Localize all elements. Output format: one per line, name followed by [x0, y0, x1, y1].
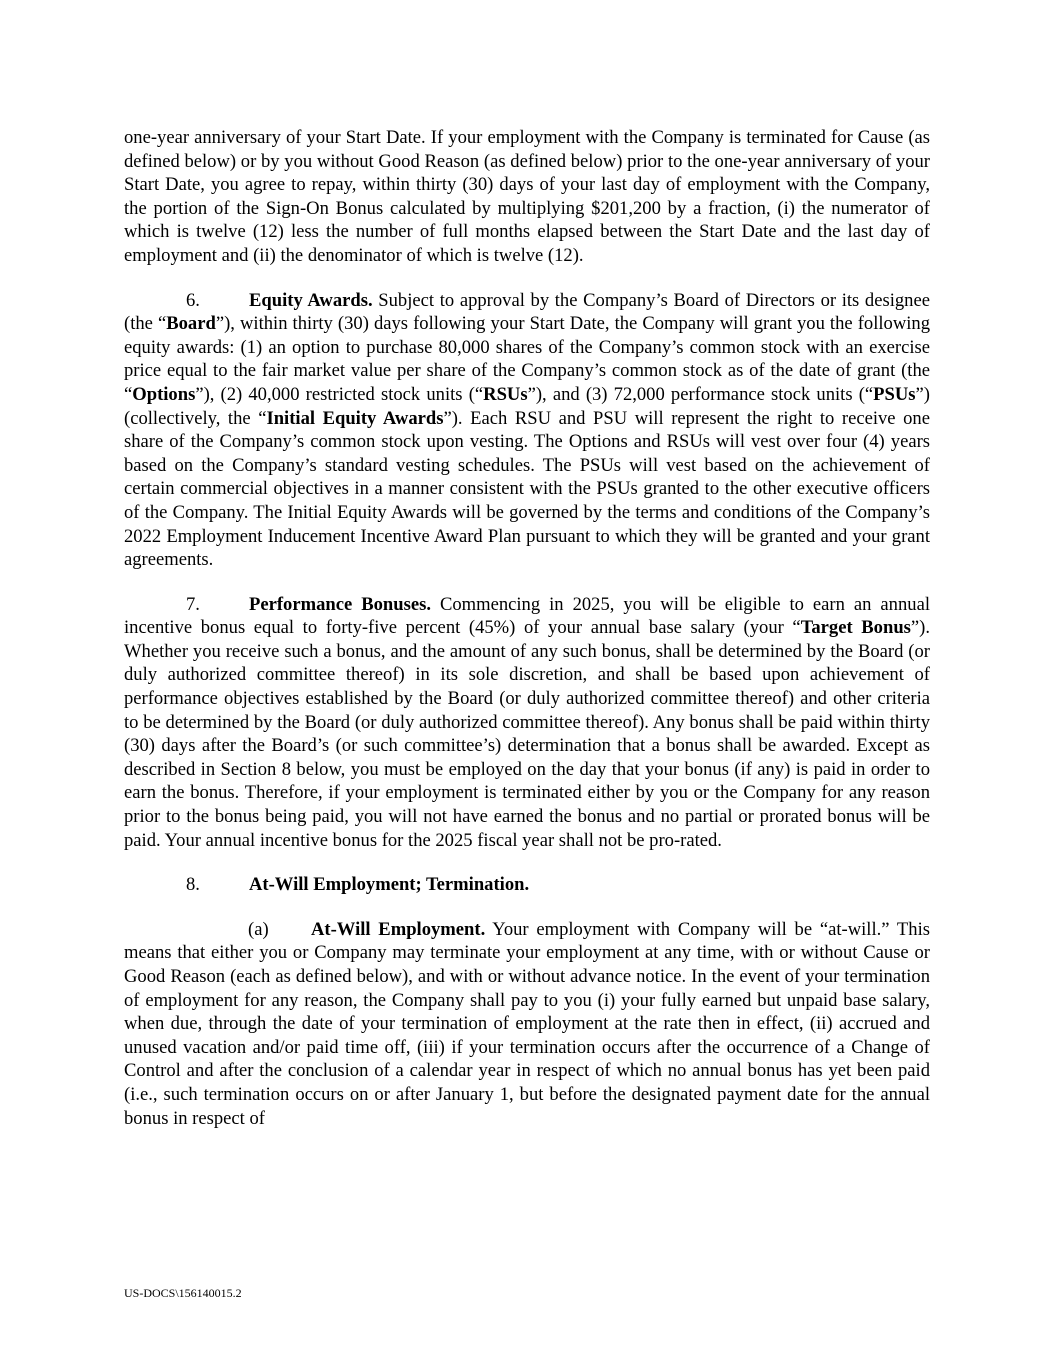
section-number: 6.: [186, 289, 200, 311]
section-7-performance-bonuses: 7. Performance Bonuses. Commencing in 2025, you will be eligible to earn an annual incentive bonus equal to forty-five percent (45%) of your annual base salary (your “Target Bonus”). Whether you receive such a bonus, and the amount of any such bonus, shall be determined by the Board (or duly authorized committee thereof) in its sole discretion, and shall be based upon achievement of performance objectives established by the Board (or duly authorized committee thereof) and other criteria to be determined by the Board (or duly authorized committee thereof). Any bonus shall be paid within thirty (30) days after the Board’s (or such committee’s) determination that a bonus shall be awarded. Except as described in Section 8 below, you must be employed on the day that your bonus (if any) is paid in order to earn the bonus. Therefore, if your employment is terminated either by you or the Company for any reason prior to the bonus being paid, you will not have earned the bonus and no partial or prorated bonus will be paid. Your annual incentive bonus for the 2025 fiscal year shall not be pro-rated.: [124, 593, 930, 851]
defined-term-options: Options: [132, 383, 196, 405]
paragraph-continuation: [124, 126, 930, 268]
section-8-heading: [124, 873, 930, 897]
continuation-text: one-year anniversary of your Start Date. If your employment with the Company is terminated for Cause (as defined below) or by you without Good Reason (as defined below) prior to the one-year anniversary of your Start Date, you agree to repay, within thirty (30) days of your last day of employment with the Company, the portion of the Sign-On Bonus calculated by multiplying $201,200 by a fraction, (i) the numerator of which is twelve (12) less the number of full months elapsed between the Start Date and the last day of employment and (ii) the denominator of which is twelve (12).: [124, 127, 930, 266]
section-6-equity-awards: 6. Equity Awards. Subject to approval by the Company’s Board of Directors or its designee (the “Board”), within thirty (30) days following your Start Date, the Company will grant you the following equity awards: (1) an option to purchase 80,000 shares of the Company’s common stock with an exercise price equal to the fair market value per share of the Company’s common stock as of the date of grant (the “Options”), (2) 40,000 restricted stock units (“RSUs”), and (3) 72,000 performance stock units (“PSUs”) (collectively, the “Initial Equity Awards”). Each RSU and PSU will represent the right to receive one share of the Company’s common stock upon vesting. The Options and RSUs will vest over four (4) years based on the Company’s standard vesting schedules. The PSUs will vest based on the achievement of certain commercial objectives in a manner consistent with the PSUs granted to the other executive officers of the Company. The Initial Equity Awards will be governed by the terms and conditions of the Company’s 2022 Employment Inducement Incentive Award Plan pursuant to which they will be granted and your grant agreements.: [124, 289, 931, 571]
subsection-heading: At-Will Employment.: [311, 918, 486, 940]
section-heading: At-Will Employment; Termination.: [249, 874, 530, 896]
defined-term-initial-equity-awards: Initial Equity Awards: [266, 407, 444, 429]
section-number: 8.: [186, 874, 200, 896]
section-8a-at-will-employment: (a) At-Will Employment. Your employment with Company will be “at-will.” This means that either you or Company may terminate your employment at any time, with or without Cause or Good Reason (each as defined below), and with or without advance notice. In the event of your termination of employment for any reason, the Company shall pay to you (i) your fully earned but unpaid base salary, when due, through the date of your termination of employment at the rate then in effect, (ii) accrued and unused vacation and/or paid time off, (iii) if your termination occurs after the occurrence of a Change of Control and after the conclusion of a calendar year in respect of which no annual bonus has yet been paid (i.e., such termination occurs on or after January 1, but before the designated payment date for the annual bonus in respect of: [124, 918, 930, 1129]
document-page: [124, 126, 930, 1151]
defined-term-psus: PSUs: [873, 383, 916, 405]
defined-term-rsus: RSUs: [483, 383, 528, 405]
section-heading: Performance Bonuses.: [249, 593, 431, 615]
defined-term-board: Board: [166, 313, 216, 335]
defined-term-target-bonus: Target Bonus: [800, 617, 911, 639]
document-footer-id: US-DOCS\156140015.2: [124, 1286, 242, 1300]
section-heading: Equity Awards.: [249, 289, 373, 311]
section-number: 7.: [186, 593, 200, 615]
subsection-number: (a): [248, 918, 269, 940]
